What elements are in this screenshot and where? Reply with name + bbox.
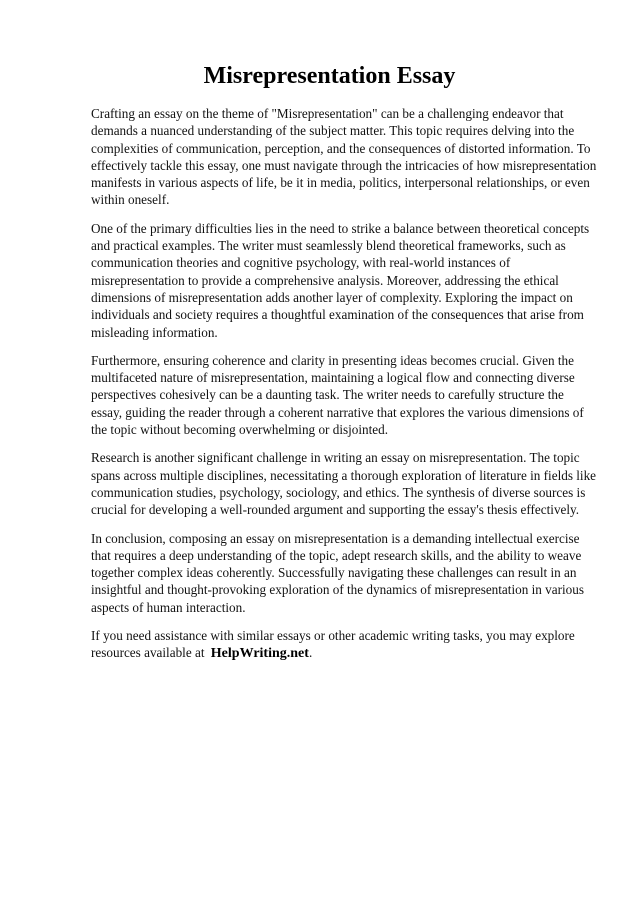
page-title: Misrepresentation Essay xyxy=(203,63,456,89)
closing-period: . xyxy=(308,645,313,661)
paragraph-difficulties: One of the primary difficulties lies in the need to strike a balance between theoretical concepts and practical examples. The writer must seamlessly blend theoretical frameworks, such as communication theories and cognitive psychology, with real-world instances of misrepresentation to provide a comprehensive analysis. Moreover, addressing the ethical dimensions of misrepresentation adds another layer of complexity. Exploring the impact on individuals and society requires a thoughtful examination of the consequences that arise from misleading information. xyxy=(91,220,590,340)
paragraph-coherence: Furthermore, ensuring coherence and clarity in presenting ideas becomes crucial. Given the multifaceted nature of misrepresentation, maintaining a logical flow and connecting diverse perspectives cohesively can be a daunting task. The writer needs to carefully structure the essay, guiding the reader through a coherent narrative that explores the various dimensions of the topic without becoming overwhelming or disjointed. xyxy=(91,352,584,438)
paragraph-closing xyxy=(91,627,598,663)
paragraph-conclusion: In conclusion, composing an essay on misrepresentation is a demanding intellectual exercise that requires a deep understanding of the topic, adept research skills, and the ability to weave together complex ideas coherently. Successfully navigating these challenges can result in an insightful and thought-provoking exploration of the dynamics of misrepresentation in various aspects of human interaction. xyxy=(91,530,584,615)
paragraph-intro: Crafting an essay on the theme of "Misrepresentation" can be a challenging endeavor that demands a nuanced understanding of the subject matter. This topic requires delving into the complexities of communication, perception, and the consequences of distorted information. To effectively tackle this essay, one must navigate through the intricacies of how misrepresentation manifests in various aspects of life, be it in media, politics, interpersonal relationships, or even within oneself. xyxy=(91,106,597,208)
paragraph-research: Research is another significant challenge in writing an essay on misrepresentation. The topic spans across multiple disciplines, necessitating a thorough exploration of literature in fields like communication studies, psychology, sociology, and ethics. The synthesis of diverse sources is crucial for developing a well-rounded argument and supporting the essay's thesis effectively. xyxy=(91,450,597,518)
closing-text: If you need assistance with similar essays or other academic writing tasks, you may explore resources available at xyxy=(91,628,575,661)
helpwriting-link[interactable]: HelpWriting.net xyxy=(210,646,309,662)
